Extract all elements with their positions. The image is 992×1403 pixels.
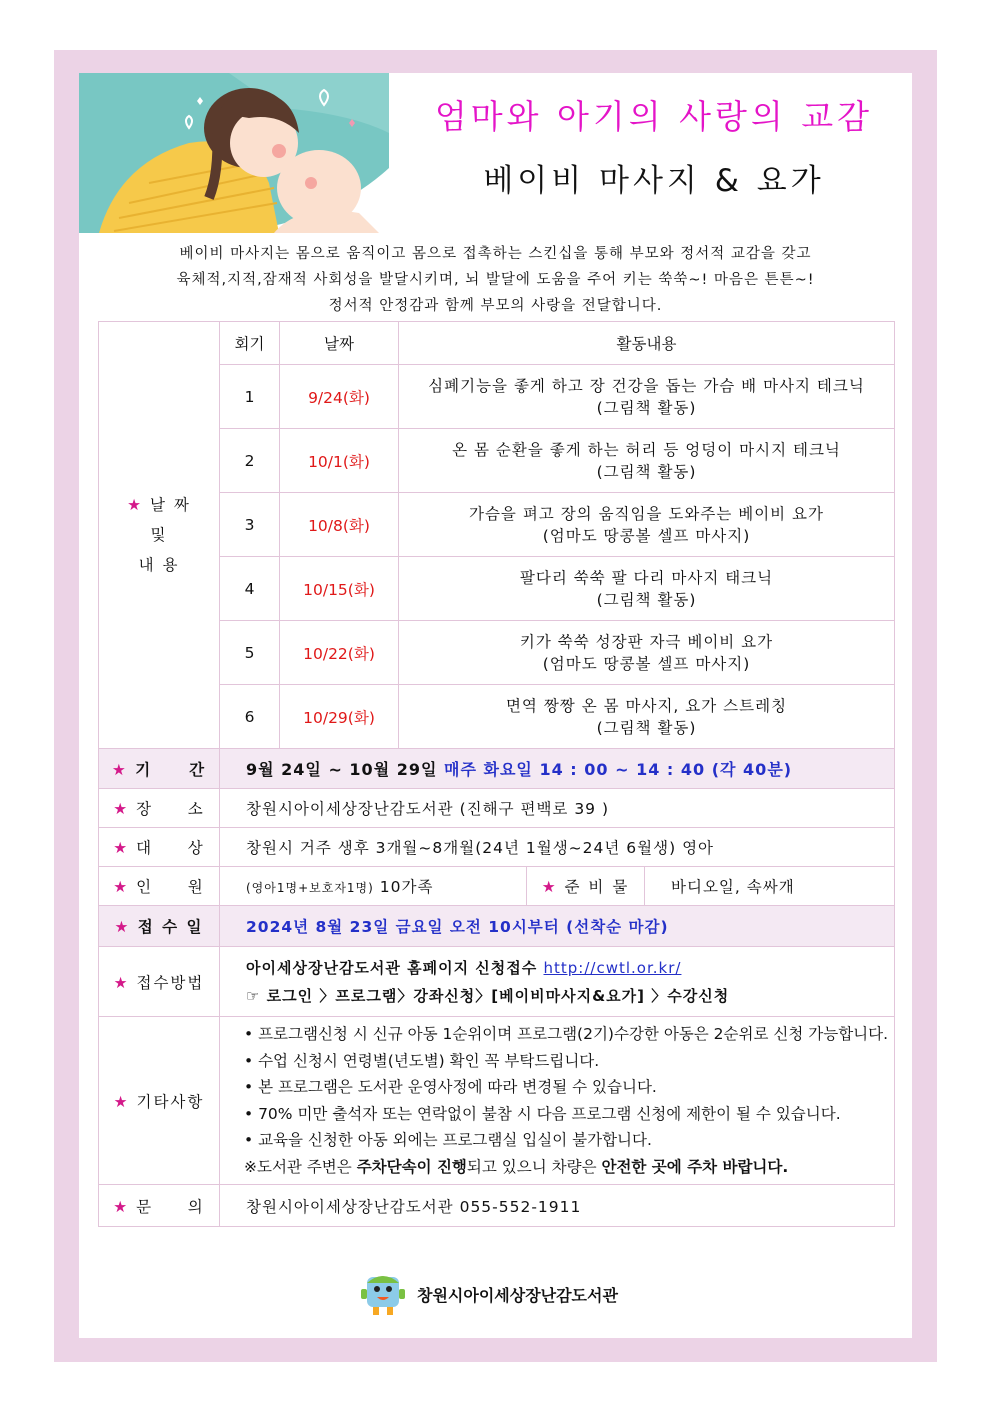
session-date: 10/15(화) [280,557,399,621]
method-value [220,947,895,1017]
etc-row [99,1017,895,1185]
prep-label: 준 비 물 [564,878,630,896]
star-icon: ★ [113,973,130,992]
method-label-cell [99,947,220,1017]
signup-date-value: 2024년 8월 23일 금요일 오전 10시부터 (선착순 마감) [220,906,895,947]
note-a: ※도서관 주변은 [244,1157,357,1176]
period-time: 매주 화요일 14 : 00 ~ 14 : 40 (각 40분) [444,760,793,779]
schedule-label-cell [99,322,220,749]
session-activity [399,685,895,749]
etc-item: • 교육을 신청한 아동 외에는 프로그램실 입실이 불가합니다. [244,1131,652,1149]
etc-label: 기타사항 [136,1092,205,1111]
session-number: 5 [220,621,280,685]
activity-line1: 면역 짱짱 온 몸 마사지, 요가 스트레칭 [505,696,788,715]
period-value [220,749,895,789]
etc-item: • 수업 신청시 연령별(년도별) 확인 꼭 부탁드립니다. [244,1051,600,1070]
etc-notes [220,1017,895,1185]
star-icon: ★ [113,839,130,857]
note-d: 안전한 곳에 주차 바랍니다. [601,1157,789,1176]
session-activity [399,365,895,429]
contact-label-cell [99,1185,220,1227]
activity-line1: 팔다리 쑥쑥 팔 다리 마사지 태크닉 [519,568,774,587]
activity-line1: 온 몸 순환을 좋게 하는 허리 등 엉덩이 마시지 테크닉 [452,440,841,459]
people-label: 인 원 [136,878,205,896]
period-row [99,749,895,789]
session-activity [399,621,895,685]
activity-line2: (그림책 활동) [596,718,697,737]
note-b: 주차단속이 진행 [356,1157,467,1176]
intro-line: 정서적 안정감과 함께 부모의 사랑을 전달합니다. [328,298,663,314]
people-label-cell [99,867,220,906]
signup-date-label-cell [99,906,220,947]
target-label: 대 상 [136,839,205,857]
signup-date-label: 접 수 일 [137,918,204,936]
period-range: 9월 24일 ~ 10월 29일 [246,760,438,779]
poster [79,73,912,1338]
activity-line1: 가슴을 펴고 장의 움직임을 도와주는 베이비 요가 [468,504,825,523]
star-icon: ★ [113,800,130,818]
prep-label-cell [527,867,645,906]
period-label: 기 간 [135,760,207,779]
activity-line2: (엄마도 땅콩볼 셀프 마사지) [542,654,751,673]
period-label-cell [99,749,220,789]
place-row [99,789,895,828]
page-frame [54,50,937,1362]
note-c: 되고 있으니 차량은 [466,1157,602,1176]
session-number: 1 [220,365,280,429]
target-row [99,828,895,867]
star-icon: ★ [113,1197,130,1216]
people-count: 10가족 [379,878,434,896]
people-note: (영아1명+보호자1명) [246,881,374,895]
intro-text [99,241,892,319]
activity-line2: (엄마도 땅콩볼 셀프 마사지) [542,526,751,545]
star-icon: ★ [113,878,130,896]
target-label-cell [99,828,220,867]
etc-item: • 70% 미만 출석자 또는 연락없이 불참 시 다음 프로그램 신청에 제한이 될 수 있습니다. [244,1104,841,1123]
etc-item: • 본 프로그램은 도서관 운영사정에 따라 변경될 수 있습니다. [244,1078,657,1096]
session-number: 6 [220,685,280,749]
header-activity: 활동내용 [399,322,895,365]
method-label: 접수방법 [136,973,205,992]
session-date: 10/8(화) [280,493,399,557]
schedule-label-1: 날 짜 [149,496,191,514]
program-table [98,321,895,1227]
session-date: 10/22(화) [280,621,399,685]
place-label: 장 소 [136,800,205,818]
session-date: 10/1(화) [280,429,399,493]
library-name: 창원시아이세상장난감도서관 [417,1286,618,1305]
activity-line2: (그림책 활동) [596,590,697,609]
session-date: 10/29(화) [280,685,399,749]
method-line1: 아이세상장난감도서관 홈페이지 신청접수 [246,958,538,977]
star-icon: ★ [114,918,131,936]
activity-line1: 심폐기능을 좋게 하고 장 건강을 돕는 가슴 배 마사지 테크닉 [428,376,865,395]
mother-baby-illustration [79,73,389,233]
star-icon: ★ [111,760,128,779]
library-logo-icon [359,1269,409,1321]
place-value: 창원시아이세상장난감도서관 (진해구 편백로 39 ) [220,789,895,828]
star-icon: ★ [113,1092,130,1111]
people-value [220,867,527,906]
people-row [99,867,895,906]
place-label-cell [99,789,220,828]
header-session: 회기 [220,322,280,365]
target-value: 창원시 거주 생후 3개월~8개월(24년 1월생~24년 6월생) 영아 [220,828,895,867]
schedule-header-row [99,322,895,365]
prep-value: 바디오일, 속싸개 [645,867,895,906]
session-activity [399,557,895,621]
etc-item: • 프로그램신청 시 신규 아동 1순위이며 프로그램(2기)수강한 아동은 2순위로 신청 가능합니다. [244,1025,889,1043]
contact-value: 창원시아이세상장난감도서관 055-552-1911 [220,1185,895,1227]
star-icon: ★ [127,496,144,514]
session-number: 3 [220,493,280,557]
contact-label: 문 의 [136,1197,205,1216]
activity-line2: (그림책 활동) [596,398,697,417]
session-activity [399,429,895,493]
parking-note [244,1154,894,1181]
session-number: 2 [220,429,280,493]
session-activity [399,493,895,557]
page-subtitle: 베이비 마사지 & 요가 [483,163,825,199]
session-date: 9/24(화) [280,365,399,429]
star-icon: ★ [541,878,558,896]
activity-line2: (그림책 활동) [596,462,697,481]
intro-line: 육체적,지적,잠재적 사회성을 발달시키며, 뇌 발달에 도움을 주어 키는 쑥쑥~! 마음은 튼튼~! [176,272,815,288]
etc-label-cell [99,1017,220,1185]
footer [359,1269,659,1319]
homepage-link[interactable]: http://cwtl.or.kr/ [543,958,682,977]
page-title: 엄마와 아기의 사랑의 교감 [434,97,874,136]
method-row [99,947,895,1017]
activity-line1: 키가 쑥쑥 성장판 자극 베이비 요가 [519,632,774,651]
header-date: 날짜 [280,322,399,365]
method-line2: ☞ 로그인 〉프로그램〉강좌신청〉[베이비마사지&요가] 〉수강신청 [246,986,730,1005]
signup-date-row [99,906,895,947]
schedule-label-2: 및 [150,526,168,544]
intro-line: 베이비 마사지는 몸으로 움직이고 몸으로 접촉하는 스킨십을 통해 부모와 정서적 교감을 갖고 [179,246,812,262]
session-number: 4 [220,557,280,621]
schedule-label-3: 내 용 [138,556,180,574]
contact-row [99,1185,895,1227]
